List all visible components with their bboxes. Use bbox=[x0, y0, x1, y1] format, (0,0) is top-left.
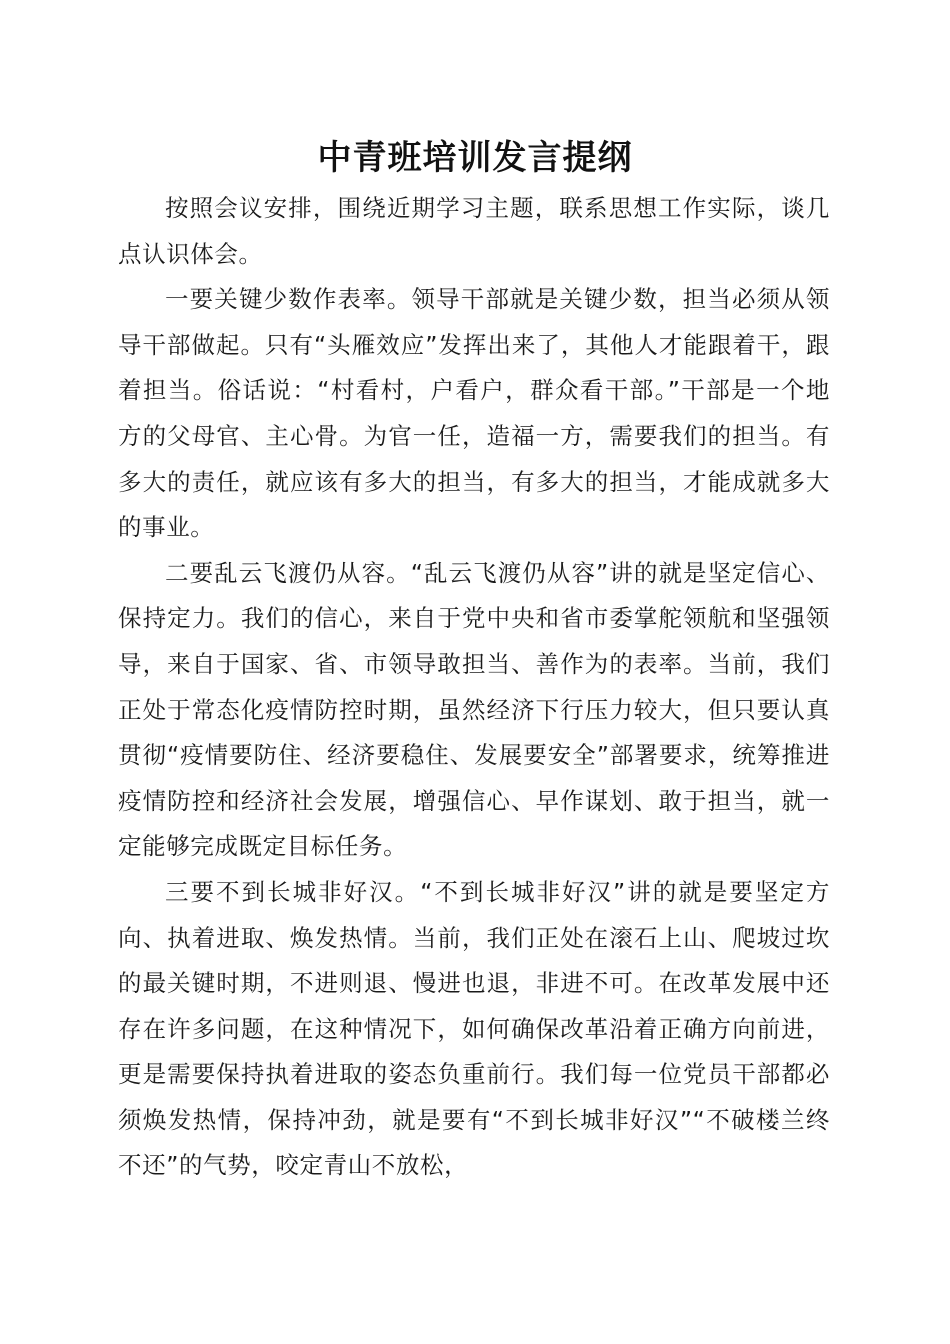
paragraph-intro: 按照会议安排，围绕近期学习主题，联系思想工作实际，谈几点认识体会。 bbox=[118, 194, 830, 268]
paragraph-point-one: 一要关键少数作表率。领导干部就是关键少数，担当必须从领导干部做起。只有“头雁效应”发挥出来了，其他人才能跟着干，跟着担当。俗话说：“村看村，户看户，群众看干部。”干部是一个地方的父母官、主心骨。为官一任，造福一方，需要我们的担当。有多大的责任，就应该有多大的担当，有多大的担当，才能成就多大的事业。 bbox=[118, 285, 830, 542]
paragraph-point-two: 二要乱云飞渡仍从容。“乱云飞渡仍从容”讲的就是坚定信心、保持定力。我们的信心，来自于党中央和省市委掌舵领航和坚强领导，来自于国家、省、市领导敢担当、善作为的表率。当前，我们正处于常态化疫情防控时期，虽然经济下行压力较大，但只要认真贯彻“疫情要防住、经济要稳住、发展要安全”部署要求，统筹推进疫情防控和经济社会发展，增强信心、早作谋划、敢于担当，就一定能够完成既定目标任务。 bbox=[118, 558, 830, 861]
document-title: 中青班培训发言提纲 bbox=[317, 138, 633, 178]
paragraph-point-three: 三要不到长城非好汉。“不到长城非好汉”讲的就是要坚定方向、执着进取、焕发热情。当前，我们正处在滚石上山、爬坡过坎的最关键时期，不进则退、慢进也退，非进不可。在改革发展中还存在许多问题，在这种情况下，如何确保改革沿着正确方向前进，更是需要保持执着进取的姿态负重前行。我们每一位党员干部都必须焕发热情，保持冲劲，就是要有“不到长城非好汉”“不破楼兰终不还”的气势，咬定青山不放松， bbox=[118, 877, 830, 1180]
document-body bbox=[118, 186, 830, 1189]
